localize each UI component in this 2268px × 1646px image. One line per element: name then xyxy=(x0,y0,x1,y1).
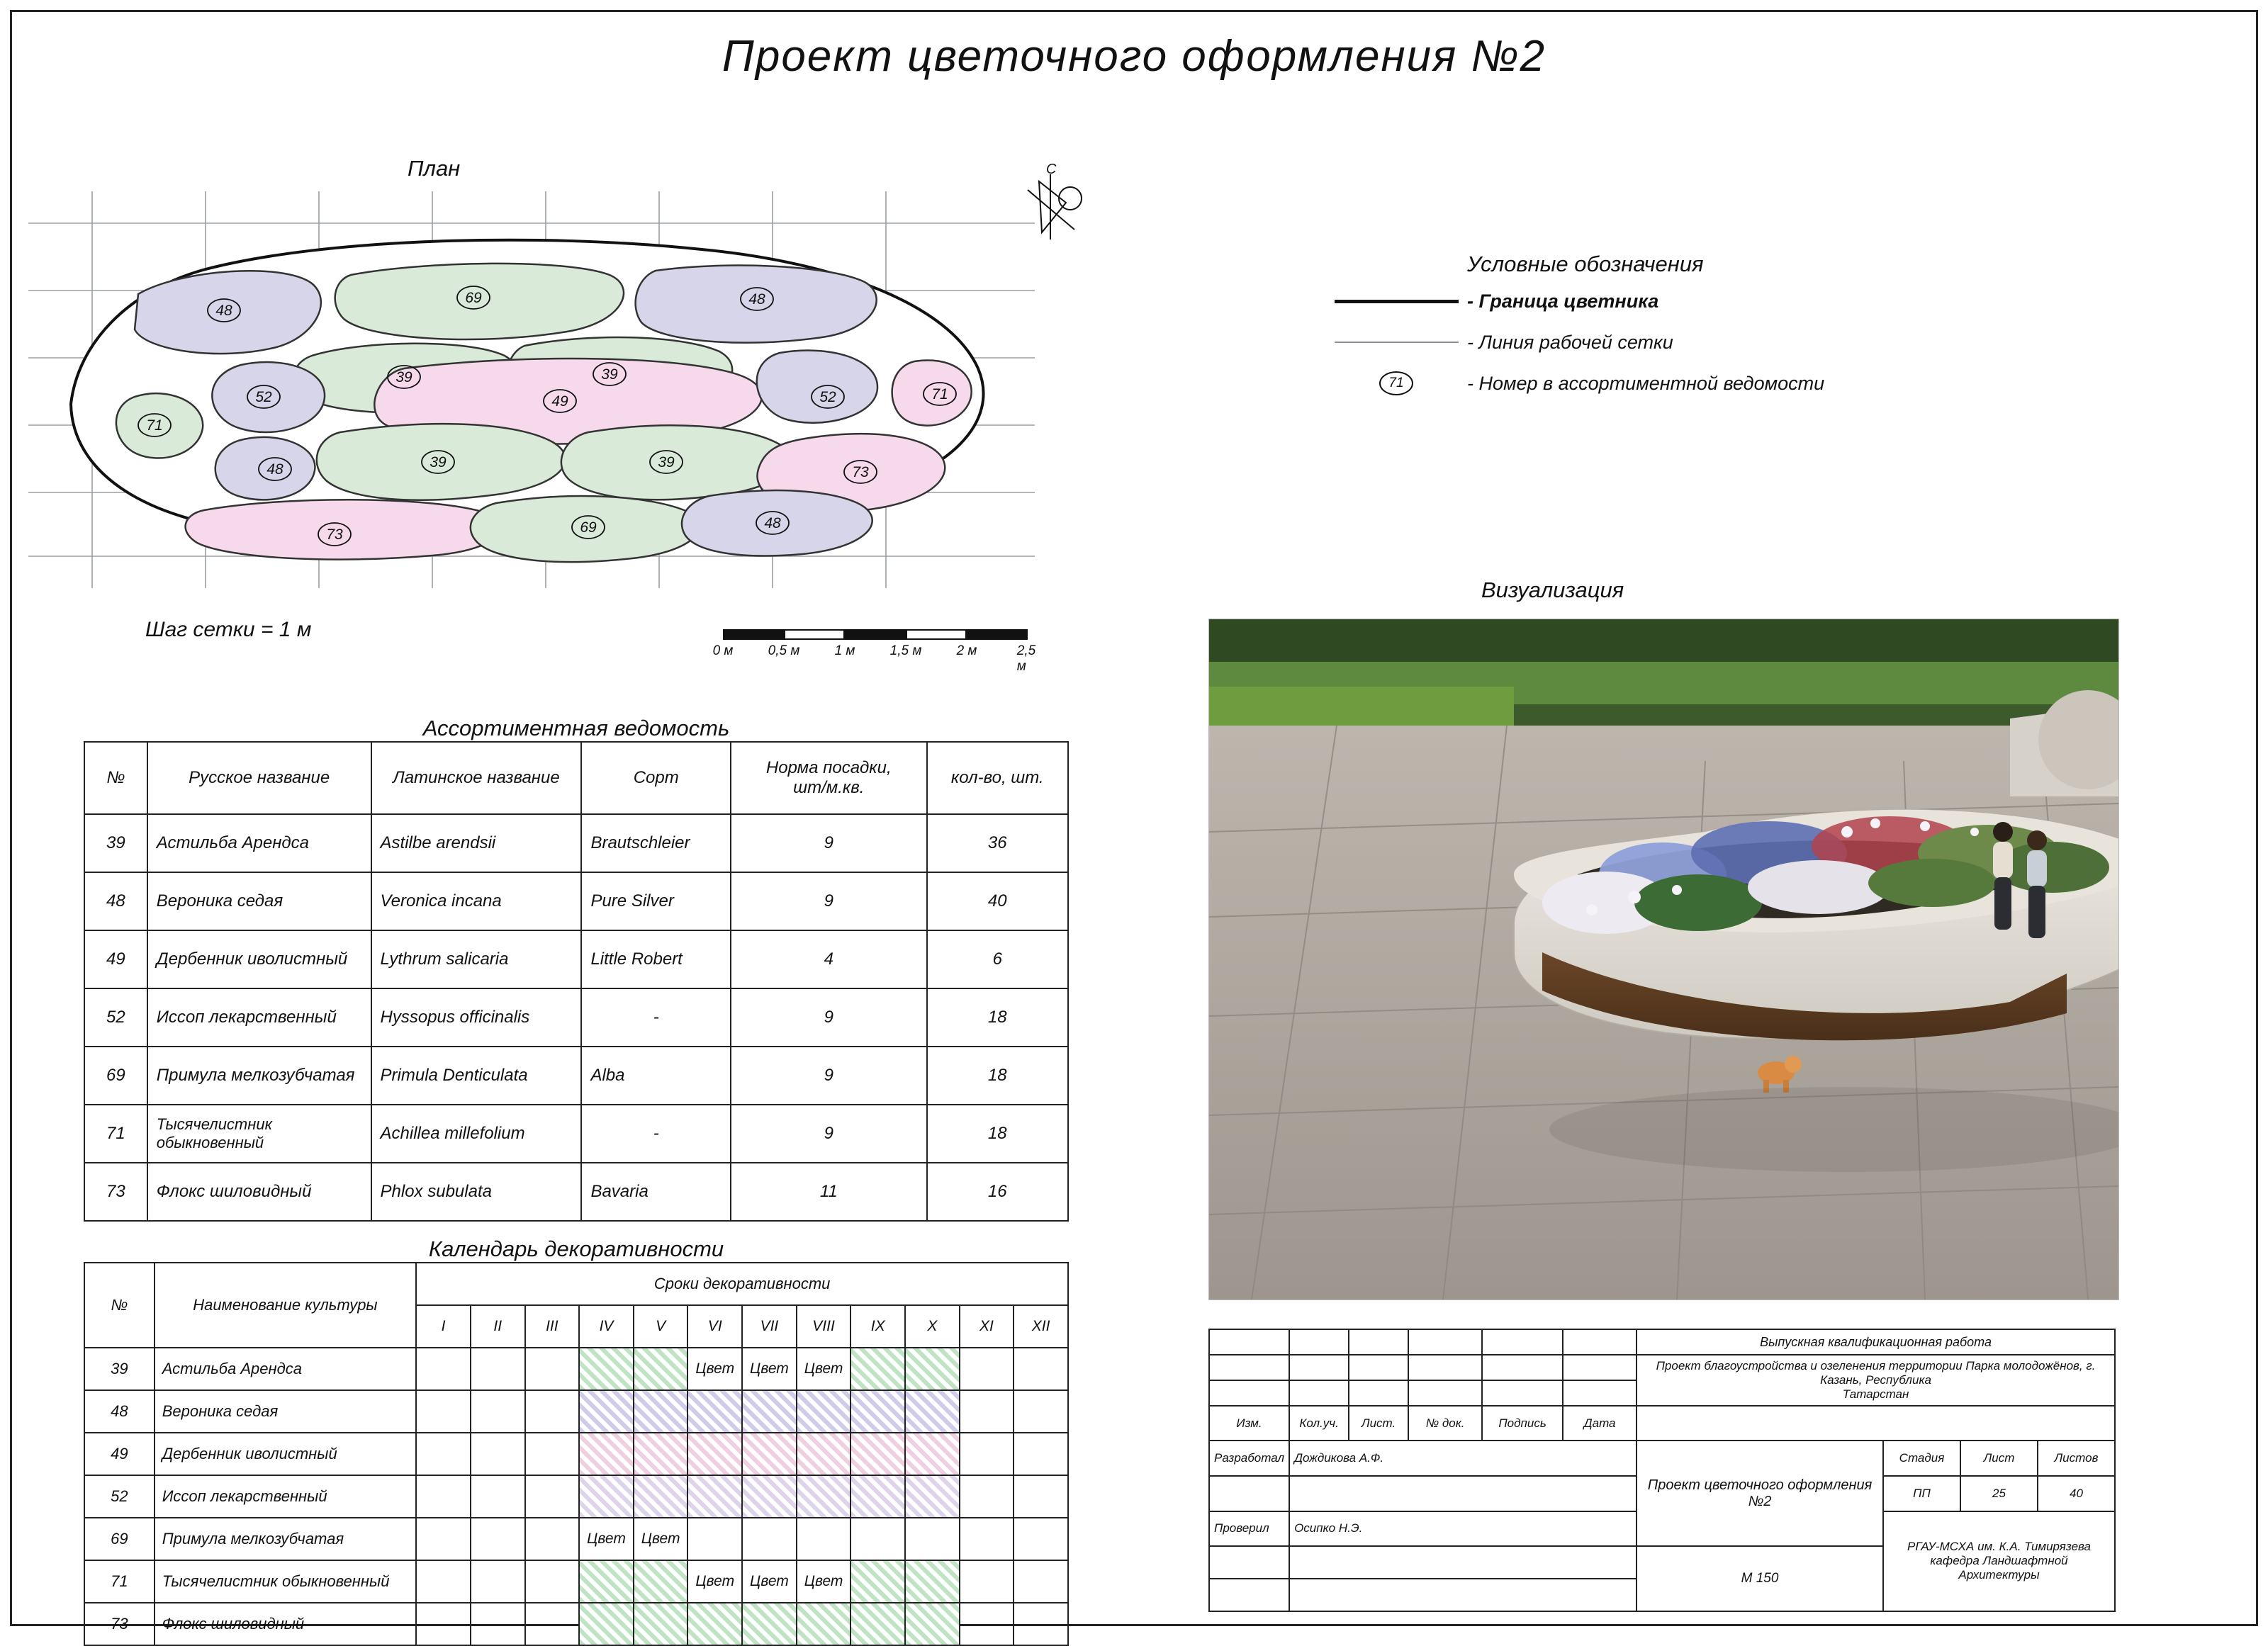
header-num: № xyxy=(84,1263,155,1348)
cell-name: Примула мелкозубчатая xyxy=(155,1518,417,1560)
cell-name: Дербенник иволистный xyxy=(155,1433,417,1475)
legend-item-label: - Линия рабочей сетки xyxy=(1467,331,1673,353)
table-row xyxy=(84,1475,1068,1518)
month-cell: VIII xyxy=(797,1305,851,1348)
zone-number: 69 xyxy=(465,290,482,306)
cell-num: 71 xyxy=(84,1105,147,1163)
developer-name: Дождикова А.Ф. xyxy=(1289,1441,1637,1475)
role-checker: Проверил xyxy=(1209,1511,1289,1546)
cell-sort: - xyxy=(581,1105,731,1163)
cell-num: 73 xyxy=(84,1163,147,1221)
calendar-header-top xyxy=(84,1263,1068,1305)
cell-lat: Hyssopus officinalis xyxy=(371,988,582,1047)
zone-number: 73 xyxy=(852,464,869,480)
cell-name: Флокс шиловидный xyxy=(155,1603,417,1645)
cell-sort: Pure Silver xyxy=(581,872,731,930)
header-num: № xyxy=(84,742,147,814)
cell-name: Астильба Арендса xyxy=(155,1348,417,1390)
organization-line2: кафедра Ландшафтной Архитектуры xyxy=(1930,1554,2068,1582)
cell-rus: Иссоп лекарственный xyxy=(147,988,371,1047)
grid-step-label: Шаг сетки = 1 м xyxy=(145,618,312,641)
stamp-row xyxy=(1209,1329,2115,1355)
cell-rus: Флокс шиловидный xyxy=(147,1163,371,1221)
month-cell: V xyxy=(634,1305,688,1348)
circle-number-icon xyxy=(1325,371,1467,395)
legend-item-label: - Номер в ассортиментной ведомости xyxy=(1467,372,1825,394)
organization-line1: РГАУ-МСХА им. К.А. Тимирязева xyxy=(1907,1540,2091,1554)
zone-number: 73 xyxy=(326,526,343,543)
cell-lat: Primula Denticulata xyxy=(371,1047,582,1105)
legend-title: Условные обозначения xyxy=(1467,252,1704,276)
month-cell: XII xyxy=(1014,1305,1068,1348)
table-row xyxy=(84,872,1068,930)
month-cell: I xyxy=(416,1305,471,1348)
table-row xyxy=(84,1163,1068,1221)
bloom-cell: Цвет xyxy=(579,1518,634,1560)
compass-rose xyxy=(1014,162,1091,254)
table-row xyxy=(84,1047,1068,1105)
table-row xyxy=(84,1603,1068,1645)
zone-number: 39 xyxy=(658,454,675,470)
assortment-table xyxy=(84,741,1069,1222)
cell-norm: 9 xyxy=(731,1047,927,1105)
project-name-line2: Татарстан xyxy=(1842,1387,1909,1401)
table-row xyxy=(84,1518,1068,1560)
table-header-row xyxy=(84,742,1068,814)
project-name xyxy=(1637,1355,2115,1406)
col-list: Лист. xyxy=(1349,1406,1408,1441)
cell-sort: Brautschleier xyxy=(581,814,731,872)
scale-tick: 0,5 м xyxy=(768,643,800,658)
zone-number: 48 xyxy=(266,461,284,478)
col-koluch: Кол.уч. xyxy=(1289,1406,1349,1441)
visualization-image xyxy=(1208,619,2119,1300)
plan-label: План xyxy=(408,156,461,181)
stamp-columns-row xyxy=(1209,1406,2115,1441)
zone-number: 48 xyxy=(215,303,232,319)
table-row xyxy=(84,930,1068,988)
cell-rus: Астильба Арендса xyxy=(147,814,371,872)
cell-num: 71 xyxy=(84,1560,155,1603)
title-block-stamp xyxy=(1208,1329,2116,1612)
zone-number: 39 xyxy=(601,366,618,383)
value-sheets: 40 xyxy=(2038,1476,2115,1511)
stamp-table xyxy=(1208,1329,2116,1612)
legend-item-border xyxy=(1325,284,2034,318)
cell-qty: 18 xyxy=(927,988,1068,1047)
bloom-cell: Цвет xyxy=(687,1560,742,1603)
zone-number: 48 xyxy=(748,291,765,308)
cell-qty: 6 xyxy=(927,930,1068,988)
table-row xyxy=(84,1560,1068,1603)
legend-item-grid xyxy=(1325,325,2034,359)
table-row xyxy=(84,1348,1068,1390)
work-type: Выпускная квалификационная работа xyxy=(1637,1329,2115,1355)
cell-num: 52 xyxy=(84,1475,155,1518)
header-norm xyxy=(731,742,927,814)
cell-norm: 4 xyxy=(731,930,927,988)
bloom-cell: Цвет xyxy=(797,1560,851,1603)
circle-number-value: 71 xyxy=(1379,371,1413,395)
table-row xyxy=(84,988,1068,1047)
checker-name: Осипко Н.Э. xyxy=(1289,1511,1637,1546)
table-row xyxy=(84,814,1068,872)
zone-number: 52 xyxy=(255,389,272,405)
table-row xyxy=(84,1105,1068,1163)
header-periods: Сроки декоративности xyxy=(416,1263,1068,1305)
header-sort: Сорт xyxy=(581,742,731,814)
cell-qty: 36 xyxy=(927,814,1068,872)
cell-lat: Lythrum salicaria xyxy=(371,930,582,988)
cell-sort: - xyxy=(581,988,731,1047)
col-date: Дата xyxy=(1563,1406,1637,1441)
cell-sort: Bavaria xyxy=(581,1163,731,1221)
thin-line-icon xyxy=(1325,342,1467,343)
bloom-cell: Цвет xyxy=(634,1518,688,1560)
zone-number: 69 xyxy=(580,519,597,536)
calendar-table xyxy=(84,1262,1069,1646)
header-sheet: Лист xyxy=(1960,1441,2038,1475)
scale-tick: 2 м xyxy=(956,643,977,658)
bloom-cell: Цвет xyxy=(797,1348,851,1390)
cell-num: 49 xyxy=(84,930,147,988)
organization xyxy=(1883,1511,2115,1611)
calendar-title: Календарь декоративности xyxy=(428,1236,724,1261)
col-sign: Подпись xyxy=(1482,1406,1563,1441)
header-norm-line1: Норма посадки, xyxy=(765,758,892,777)
cell-norm: 11 xyxy=(731,1163,927,1221)
cell-num: 48 xyxy=(84,872,147,930)
zone-number: 39 xyxy=(395,369,412,385)
cell-num: 48 xyxy=(84,1390,155,1433)
zone-number: 71 xyxy=(931,386,948,402)
cell-rus: Вероника седая xyxy=(147,872,371,930)
value-sheet: 25 xyxy=(1960,1476,2038,1511)
legend-item-label: - Граница цветника xyxy=(1467,290,1659,312)
cell-lat: Astilbe arendsii xyxy=(371,814,582,872)
header-culture: Наименование культуры xyxy=(155,1263,417,1348)
scale-tick: 1,5 м xyxy=(889,643,922,658)
cell-norm: 9 xyxy=(731,988,927,1047)
scale-tick: 0 м xyxy=(712,643,734,658)
bloom-cell: Цвет xyxy=(742,1348,797,1390)
cell-norm: 9 xyxy=(731,814,927,872)
month-cell: II xyxy=(471,1305,525,1348)
zone-number: 52 xyxy=(819,389,836,405)
legend-item-number xyxy=(1325,366,2034,400)
cell-rus: Дербенник иволистный xyxy=(147,930,371,988)
cell-qty: 16 xyxy=(927,1163,1068,1221)
header-russian: Русское название xyxy=(147,742,371,814)
month-cell: IV xyxy=(579,1305,634,1348)
sheet-name: Проект цветочного оформления №2 xyxy=(1637,1441,1883,1546)
month-cell: X xyxy=(905,1305,960,1348)
table-row xyxy=(84,1390,1068,1433)
col-izm: Изм. xyxy=(1209,1406,1289,1441)
cell-lat: Achillea millefolium xyxy=(371,1105,582,1163)
value-stage: ПП xyxy=(1883,1476,1960,1511)
cell-num: 52 xyxy=(84,988,147,1047)
assortment-table-block xyxy=(84,716,1069,1222)
scale-tick: 1 м xyxy=(834,643,855,658)
month-cell: III xyxy=(525,1305,580,1348)
bloom-cell: Цвет xyxy=(742,1560,797,1603)
visualization-label: Визуализация xyxy=(1481,577,1624,602)
header-norm-line2: шт/м.кв. xyxy=(793,778,865,797)
zone-number: 49 xyxy=(551,393,568,410)
scale-bar xyxy=(712,629,1036,674)
plan-drawing xyxy=(28,191,1035,588)
col-doc: № док. xyxy=(1408,1406,1482,1441)
zone-number: 71 xyxy=(146,417,163,434)
compass-north-label: С xyxy=(1046,162,1057,177)
cell-qty: 18 xyxy=(927,1105,1068,1163)
month-cell: VI xyxy=(687,1305,742,1348)
header-stage: Стадия xyxy=(1883,1441,1960,1475)
cell-name: Тысячелистник обыкновенный xyxy=(155,1560,417,1603)
scale-tick: 2,5 м xyxy=(1016,643,1036,674)
month-cell: IX xyxy=(850,1305,905,1348)
cell-lat: Veronica incana xyxy=(371,872,582,930)
cell-rus: Тысячелистник обыкновенный xyxy=(147,1105,371,1163)
cell-sort: Little Robert xyxy=(581,930,731,988)
scale-value: М 150 xyxy=(1637,1546,1883,1611)
render-illustration xyxy=(1209,619,2118,1300)
cell-num: 49 xyxy=(84,1433,155,1475)
cell-norm: 9 xyxy=(731,1105,927,1163)
cell-lat: Phlox subulata xyxy=(371,1163,582,1221)
page-title: Проект цветочного оформления №2 xyxy=(722,32,1546,81)
cell-norm: 9 xyxy=(731,872,927,930)
zone-number: 48 xyxy=(764,515,781,531)
cell-num: 39 xyxy=(84,814,147,872)
cell-qty: 18 xyxy=(927,1047,1068,1105)
month-cell: VII xyxy=(742,1305,797,1348)
cell-num: 73 xyxy=(84,1603,155,1645)
zone-number: 39 xyxy=(430,454,447,470)
header-latin: Латинское название xyxy=(371,742,582,814)
role-developer: Разработал xyxy=(1209,1441,1289,1475)
header-qty: кол-во, шт. xyxy=(927,742,1068,814)
cell-rus: Примула мелкозубчатая xyxy=(147,1047,371,1105)
cell-qty: 40 xyxy=(927,872,1068,930)
project-name-line1: Проект благоустройства и озеленения территории Парка молодожёнов, г. Казань, Республика xyxy=(1656,1359,2096,1387)
cell-name: Вероника седая xyxy=(155,1390,417,1433)
calendar-table-block xyxy=(84,1236,1069,1646)
cell-num: 39 xyxy=(84,1348,155,1390)
stamp-role-row xyxy=(1209,1441,2115,1475)
table-row xyxy=(84,1433,1068,1475)
plan-svg xyxy=(28,191,1035,588)
month-cell: XI xyxy=(960,1305,1014,1348)
bloom-cell: Цвет xyxy=(687,1348,742,1390)
assortment-title: Ассортиментная ведомость xyxy=(422,716,730,740)
cell-num: 69 xyxy=(84,1047,147,1105)
calendar-body xyxy=(84,1348,1068,1645)
cell-sort: Alba xyxy=(581,1047,731,1105)
stamp-row xyxy=(1209,1355,2115,1380)
solid-line-icon xyxy=(1325,300,1467,303)
header-sheets: Листов xyxy=(2038,1441,2115,1475)
cell-name: Иссоп лекарственный xyxy=(155,1475,417,1518)
cell-num: 69 xyxy=(84,1518,155,1560)
legend xyxy=(1325,252,2034,400)
